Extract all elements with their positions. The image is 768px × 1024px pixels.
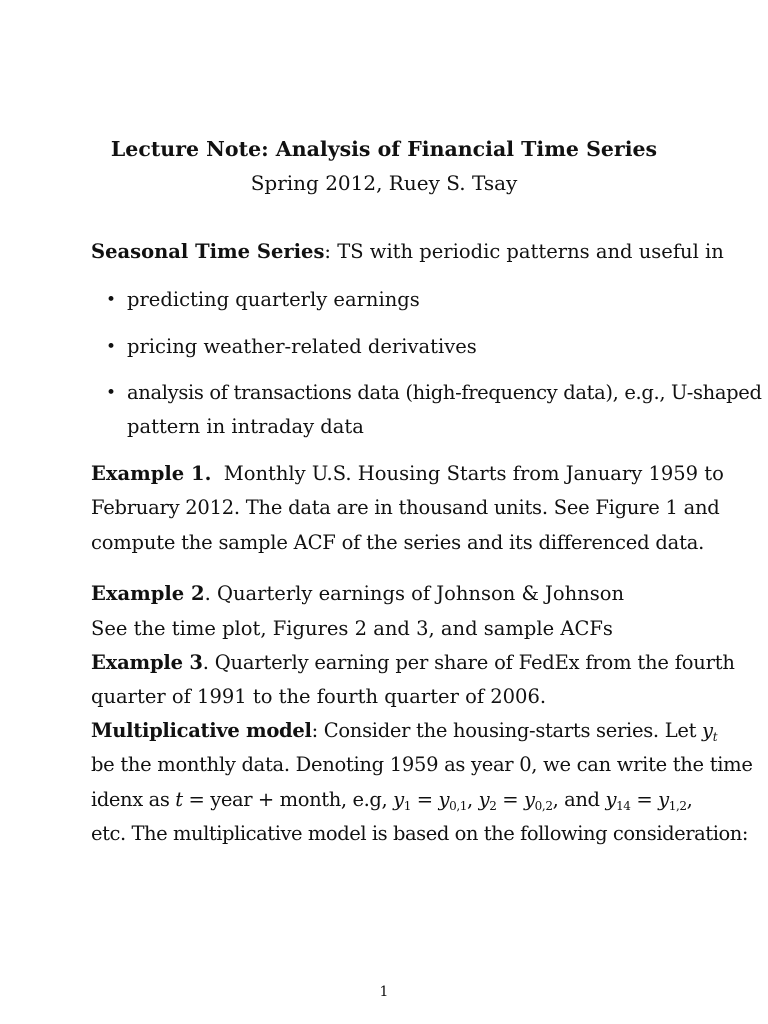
multiplicative-line: be the monthly data. Denoting 1959 as year 0, we can write the time <box>91 753 753 776</box>
math-subscript: 0,1 <box>449 799 468 813</box>
math-subscript: 14 <box>616 799 631 813</box>
page-number: 1 <box>379 984 389 1000</box>
math-variable: y <box>605 788 617 811</box>
equation-text: , <box>686 788 693 811</box>
math-subscript: t <box>712 730 718 744</box>
bullet-item: predicting quarterly earnings <box>127 288 420 311</box>
example-1-line: February 2012. The data are in thousand units. See Figure 1 and <box>91 496 720 519</box>
math-variable: y <box>438 788 450 811</box>
page-subtitle: Spring 2012, Ruey S. Tsay <box>250 171 518 195</box>
example-3-label: Example 3 <box>91 651 203 674</box>
equation-text: idenx as <box>91 788 176 811</box>
bullet-icon: • <box>106 290 117 310</box>
example-3-text: . Quarterly earning per share of FedEx from the fourth <box>202 651 735 674</box>
math-variable: t <box>175 788 183 811</box>
equation-text: = <box>496 788 525 811</box>
page-title: Lecture Note: Analysis of Financial Time Series <box>110 137 658 161</box>
math-variable: y <box>393 788 404 811</box>
equation-text: , <box>467 788 479 811</box>
example-1-label: Example 1. <box>91 462 212 485</box>
bullet-item: analysis of transactions data (high-frequency data), e.g., U-shaped <box>127 381 762 404</box>
example-3 <box>91 650 735 676</box>
math-variable: y <box>478 788 490 811</box>
example-2-line: See the time plot, Figures 2 and 3, and sample ACFs <box>91 617 613 640</box>
bullet-icon: • <box>106 383 117 403</box>
math-variable: y <box>702 719 713 742</box>
math-subscript: 2 <box>489 799 497 813</box>
multiplicative-label: Multiplicative model <box>91 719 312 742</box>
example-3-line: quarter of 1991 to the fourth quarter of 2006. <box>91 685 547 708</box>
math-variable: y <box>658 788 669 811</box>
seasonal-definition <box>91 239 724 265</box>
equation-text: = <box>410 788 439 811</box>
equation-text: = <box>630 788 659 811</box>
equation-text: , and <box>552 788 606 811</box>
example-1 <box>91 461 724 487</box>
example-2 <box>91 581 624 607</box>
seasonal-definition-text: : TS with periodic patterns and useful in <box>324 240 724 263</box>
seasonal-term: Seasonal Time Series <box>91 240 325 263</box>
multiplicative-line: etc. The multiplicative model is based on the following consideration: <box>91 822 748 845</box>
example-2-label: Example 2 <box>91 582 205 605</box>
example-1-text: Monthly U.S. Housing Starts from January 1959 to <box>223 462 724 485</box>
multiplicative-model <box>91 718 717 744</box>
equation-text: = year + month, e.g, <box>182 788 394 811</box>
example-2-text: . Quarterly earnings of Johnson & Johnson <box>204 582 625 605</box>
multiplicative-text: : Consider the housing-starts series. Let <box>311 719 703 742</box>
math-subscript: 0,2 <box>534 799 553 813</box>
math-variable: y <box>524 788 535 811</box>
bullet-item: pricing weather-related derivatives <box>127 335 477 358</box>
bullet-icon: • <box>106 337 117 357</box>
bullet-item-continued: pattern in intraday data <box>127 415 364 438</box>
math-subscript: 1,2 <box>668 799 687 813</box>
multiplicative-equation-line <box>91 787 692 813</box>
example-1-line: compute the sample ACF of the series and its differenced data. <box>91 531 705 554</box>
math-subscript: 1 <box>403 799 411 813</box>
